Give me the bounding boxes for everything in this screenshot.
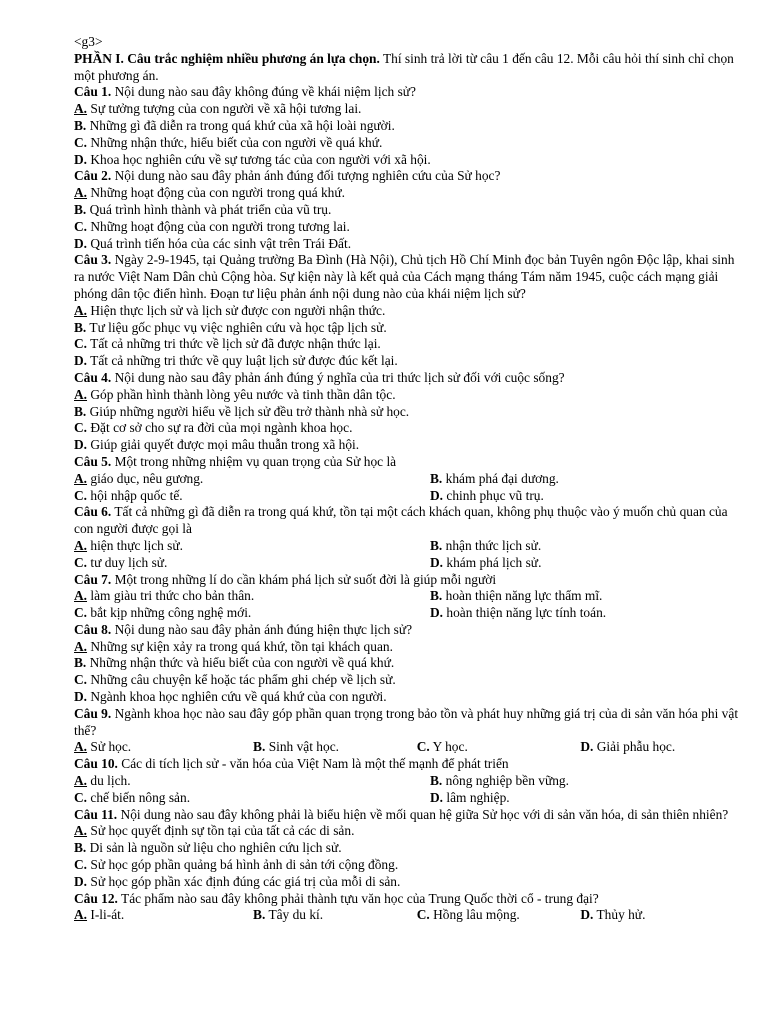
question-stem	[74, 504, 744, 538]
question-text: Một trong những lí do cần khám phá lịch sử suốt đời là giúp mỗi người	[114, 571, 497, 587]
option-key: B.	[74, 117, 87, 133]
option-text: hoàn thiện năng lực tính toán.	[446, 605, 607, 621]
question-stem	[74, 891, 744, 908]
option-text: Những nhận thức, hiểu biết của con người về quá khứ.	[90, 134, 383, 150]
option-text: Những sự kiện xảy ra trong quá khứ, tồn tại khách quan.	[90, 638, 393, 654]
question-stem	[74, 84, 744, 101]
option-text: khám phá đại dương.	[445, 470, 559, 486]
option-text: nông nghiệp bền vững.	[445, 773, 569, 789]
option-text: tư duy lịch sử.	[90, 554, 168, 570]
option-text: Sử học góp phần quảng bá hình ảnh di sản tới cộng đồng.	[90, 857, 399, 873]
option-text: Hồng lâu mộng.	[433, 907, 520, 923]
exam-page	[74, 34, 744, 924]
option[interactable]	[430, 605, 606, 622]
question-stem	[74, 572, 744, 589]
question-label: Câu 6.	[74, 504, 112, 520]
option-text: Những gì đã diễn ra trong quá khứ của xã hội loài người.	[89, 117, 395, 133]
question-stem	[74, 756, 744, 773]
question-label: Câu 11.	[74, 806, 118, 822]
option-key: A.	[74, 739, 88, 755]
option-text: Giải phẫu học.	[596, 739, 676, 755]
option-key: C.	[416, 739, 430, 755]
option[interactable]	[74, 672, 744, 689]
question-stem	[74, 370, 744, 387]
option[interactable]	[74, 152, 744, 169]
option-key: A.	[74, 588, 88, 604]
option[interactable]	[580, 907, 744, 924]
option-text: du lịch.	[90, 773, 131, 789]
question-text: Nội dung nào sau đây không phải là biểu hiện về mối quan hệ giữa Sử học với di sản văn hóa, di sản thiên nhiên?	[120, 806, 729, 822]
option-key: B.	[430, 588, 443, 604]
option-text: I-li-át.	[90, 907, 125, 923]
option[interactable]	[74, 790, 430, 807]
option-key: B.	[74, 840, 87, 856]
option-key: A.	[74, 537, 88, 553]
option-key: B.	[74, 403, 87, 419]
option[interactable]	[74, 639, 744, 656]
option-key: D.	[74, 873, 88, 889]
option-key: D.	[74, 235, 88, 251]
option-key: C.	[416, 907, 430, 923]
option[interactable]	[74, 118, 744, 135]
option-key: D.	[430, 789, 444, 805]
option-key: D.	[430, 487, 444, 503]
option[interactable]	[74, 840, 744, 857]
option[interactable]	[74, 823, 744, 840]
option-text: Những câu chuyện kể hoặc tác phẩm ghi chép về lịch sử.	[90, 672, 396, 688]
option-row	[74, 555, 744, 572]
question-label: Câu 12.	[74, 890, 118, 906]
question-text: Tất cả những gì đã diễn ra trong quá khứ, tồn tại một cách khách quan, không phụ thuộc vào ý muốn chủ quan của con người được gọi là	[74, 504, 728, 537]
option[interactable]	[74, 655, 744, 672]
option-key: A.	[74, 302, 88, 318]
question-text: Nội dung nào sau đây không đúng về khái niệm lịch sử?	[114, 84, 417, 100]
question-text: Nội dung nào sau đây phản ánh đúng hiện thực lịch sử?	[114, 621, 413, 637]
option-text: lâm nghiệp.	[446, 789, 510, 805]
option-row	[74, 488, 744, 505]
option-text: Góp phần hình thành lòng yêu nước và tinh thần dân tộc.	[90, 386, 396, 402]
option[interactable]	[417, 739, 581, 756]
option-row	[74, 739, 744, 756]
option[interactable]	[580, 739, 744, 756]
option-text: Ngành khoa học nghiên cứu về quá khứ của con người.	[90, 689, 387, 705]
option-text: hiện thực lịch sử.	[90, 537, 184, 553]
option[interactable]	[74, 555, 430, 572]
option-text: Quá trình hình thành và phát triển của vũ trụ.	[89, 201, 332, 217]
option-key: A.	[74, 638, 88, 654]
option[interactable]	[74, 320, 744, 337]
option[interactable]	[74, 874, 744, 891]
option-key: A.	[74, 823, 88, 839]
question-stem	[74, 252, 744, 302]
option-text: Y học.	[432, 739, 468, 755]
option-text: Di sản là nguồn sử liệu cho nghiên cứu lịch sử.	[89, 840, 342, 856]
option[interactable]	[74, 353, 744, 370]
option-key: A.	[74, 773, 88, 789]
option-text: Giúp những người hiểu về lịch sử đều trở thành nhà sử học.	[89, 403, 410, 419]
option-key: B.	[253, 739, 266, 755]
option[interactable]	[430, 471, 559, 488]
option-key: D.	[74, 151, 88, 167]
option-row	[74, 471, 744, 488]
option-key: C.	[74, 218, 88, 234]
option-key: A.	[74, 386, 88, 402]
option[interactable]	[430, 588, 602, 605]
question-label: Câu 2.	[74, 168, 112, 184]
question-stem	[74, 706, 744, 740]
option-text: Những nhận thức và hiểu biết của con người về quá khứ.	[89, 655, 395, 671]
question-label: Câu 9.	[74, 705, 112, 721]
option-text: hoàn thiện năng lực thẩm mĩ.	[445, 588, 603, 604]
option-key: B.	[74, 319, 87, 335]
option-key: B.	[430, 537, 443, 553]
option-text: Tất cả những tri thức về lịch sử đã được nhận thức lại.	[90, 336, 381, 352]
option-key: B.	[253, 907, 266, 923]
option[interactable]	[74, 689, 744, 706]
question-label: Câu 7.	[74, 571, 112, 587]
option-text: Tây du kí.	[268, 907, 324, 923]
option[interactable]	[74, 404, 744, 421]
option[interactable]	[74, 773, 430, 790]
question-label: Câu 5.	[74, 453, 112, 469]
option[interactable]	[430, 773, 569, 790]
option-text: giáo dục, nêu gương.	[90, 470, 204, 486]
option[interactable]	[74, 907, 253, 924]
question-label: Câu 4.	[74, 369, 112, 385]
option-text: Giúp giải quyết được mọi mâu thuẫn trong xã hội.	[90, 437, 360, 453]
option-row	[74, 790, 744, 807]
option-text: Sự tưởng tượng của con người về xã hội tương lai.	[90, 101, 362, 117]
option[interactable]	[430, 555, 541, 572]
option[interactable]	[253, 907, 417, 924]
option[interactable]	[430, 488, 544, 505]
question-text: Nội dung nào sau đây phản ánh đúng ý nghĩa của tri thức lịch sử đối với cuộc sống?	[114, 369, 565, 385]
option-text: Những hoạt động của con người trong quá khứ.	[90, 185, 345, 201]
option[interactable]	[74, 303, 744, 320]
option-key: D.	[430, 554, 444, 570]
option-key: A.	[74, 185, 88, 201]
option-text: Sử học quyết định sự tồn tại của tất cả các di sản.	[90, 823, 355, 839]
option[interactable]	[74, 857, 744, 874]
option-row	[74, 907, 744, 924]
option[interactable]	[430, 790, 510, 807]
option[interactable]	[74, 605, 430, 622]
option[interactable]	[74, 538, 430, 555]
option[interactable]	[253, 739, 417, 756]
question-label: Câu 10.	[74, 756, 118, 772]
option-text: làm giàu tri thức cho bản thân.	[90, 588, 255, 604]
option-text: nhận thức lịch sử.	[445, 537, 542, 553]
option[interactable]	[74, 488, 430, 505]
option-key: C.	[74, 857, 88, 873]
option[interactable]	[74, 437, 744, 454]
part-header	[74, 51, 744, 85]
question-text: Nội dung nào sau đây phản ánh đúng đối tượng nghiên cứu của Sử học?	[114, 168, 501, 184]
option[interactable]	[74, 471, 430, 488]
part-title: PHẦN I. Câu trắc nghiệm nhiều phương án lựa chọn.	[74, 50, 380, 66]
option-key: D.	[580, 739, 594, 755]
option-row	[74, 588, 744, 605]
option-text: hội nhập quốc tế.	[90, 487, 183, 503]
option-text: Quá trình tiến hóa của các sinh vật trên Trái Đất.	[90, 235, 352, 251]
question-label: Câu 1.	[74, 84, 112, 100]
option-text: Hiện thực lịch sử và lịch sử được con người nhận thức.	[90, 302, 386, 318]
option-text: Những hoạt động của con người trong tương lai.	[90, 218, 350, 234]
option[interactable]	[74, 387, 744, 404]
question-stem	[74, 807, 744, 824]
question-stem	[74, 454, 744, 471]
question-label: Câu 3.	[74, 252, 112, 268]
option-row	[74, 538, 744, 555]
option[interactable]	[74, 202, 744, 219]
question-text: Các di tích lịch sử - văn hóa của Việt Nam là một thế mạnh để phát triển	[121, 756, 509, 772]
option-text: Đặt cơ sở cho sự ra đời của mọi ngành khoa học.	[90, 420, 353, 436]
option-key: C.	[74, 420, 88, 436]
option[interactable]	[74, 420, 744, 437]
option-key: C.	[74, 487, 88, 503]
option[interactable]	[417, 907, 581, 924]
option-key: C.	[74, 605, 88, 621]
option-text: chinh phục vũ trụ.	[446, 487, 544, 503]
option-key: D.	[430, 605, 444, 621]
question-text: Ngành khoa học nào sau đây góp phần quan trọng trong bảo tồn và phát huy những giá trị của di sản văn hóa phi vật thể?	[74, 705, 739, 738]
part-instruction: Thí sinh trả lời từ câu 1 đến câu 12. Mỗi câu hỏi thí sinh chỉ chọn một phương án.	[74, 50, 734, 83]
option[interactable]	[74, 135, 744, 152]
question-text: Ngày 2-9-1945, tại Quảng trường Ba Đình (Hà Nội), Chủ tịch Hồ Chí Minh đọc bản Tuyên ngôn Độc lập, khai sinh ra nước Việt Nam Dân chủ Cộng hòa. Sự kiện này là kết quả của Cách mạng tháng Tám năm 1945, cuộc cách mạng giải phóng dân tộc điển hình. Đoạn tư liệu phản ánh nội dung nào của khái niệm lịch sử?	[74, 252, 735, 301]
question-label: Câu 8.	[74, 621, 112, 637]
option-key: C.	[74, 134, 88, 150]
option-key: A.	[74, 101, 88, 117]
option[interactable]	[430, 538, 541, 555]
option-key: B.	[430, 470, 443, 486]
option[interactable]	[74, 588, 430, 605]
option-key: D.	[74, 689, 88, 705]
option[interactable]	[74, 101, 744, 118]
question-stem	[74, 622, 744, 639]
option-row	[74, 605, 744, 622]
option[interactable]	[74, 236, 744, 253]
option-key: C.	[74, 672, 88, 688]
option[interactable]	[74, 219, 744, 236]
option-text: khám phá lịch sử.	[446, 554, 542, 570]
option-text: Thủy hử.	[596, 907, 646, 923]
option-key: A.	[74, 907, 88, 923]
option-text: Tất cả những tri thức về quy luật lịch sử được đúc kết lại.	[90, 353, 398, 369]
option-text: chế biến nông sản.	[90, 789, 191, 805]
option-key: A.	[74, 470, 88, 486]
option-key: D.	[74, 353, 88, 369]
option[interactable]	[74, 185, 744, 202]
option-text: bắt kịp những công nghệ mới.	[90, 605, 252, 621]
option-text: Khoa học nghiên cứu về sự tương tác của con người với xã hội.	[90, 151, 431, 167]
option[interactable]	[74, 336, 744, 353]
option-text: Sử học.	[90, 739, 132, 755]
option-key: D.	[580, 907, 594, 923]
question-text: Một trong những nhiệm vụ quan trọng của Sử học là	[114, 453, 397, 469]
option-key: B.	[74, 655, 87, 671]
option-key: C.	[74, 554, 88, 570]
option-key: D.	[74, 437, 88, 453]
option-key: B.	[430, 773, 443, 789]
option-row	[74, 773, 744, 790]
question-stem	[74, 168, 744, 185]
option-text: Sử học góp phần xác định đúng các giá trị của mỗi di sản.	[90, 873, 401, 889]
option-key: C.	[74, 789, 88, 805]
option[interactable]	[74, 739, 253, 756]
option-text: Sinh vật học.	[268, 739, 339, 755]
question-text: Tác phẩm nào sau đây không phải thành tựu văn học của Trung Quốc thời cổ - trung đại?	[121, 890, 599, 906]
option-key: B.	[74, 201, 87, 217]
option-text: Tư liệu gốc phục vụ việc nghiên cứu và học tập lịch sử.	[89, 319, 387, 335]
option-key: C.	[74, 336, 88, 352]
page-code: <g3>	[74, 34, 103, 49]
